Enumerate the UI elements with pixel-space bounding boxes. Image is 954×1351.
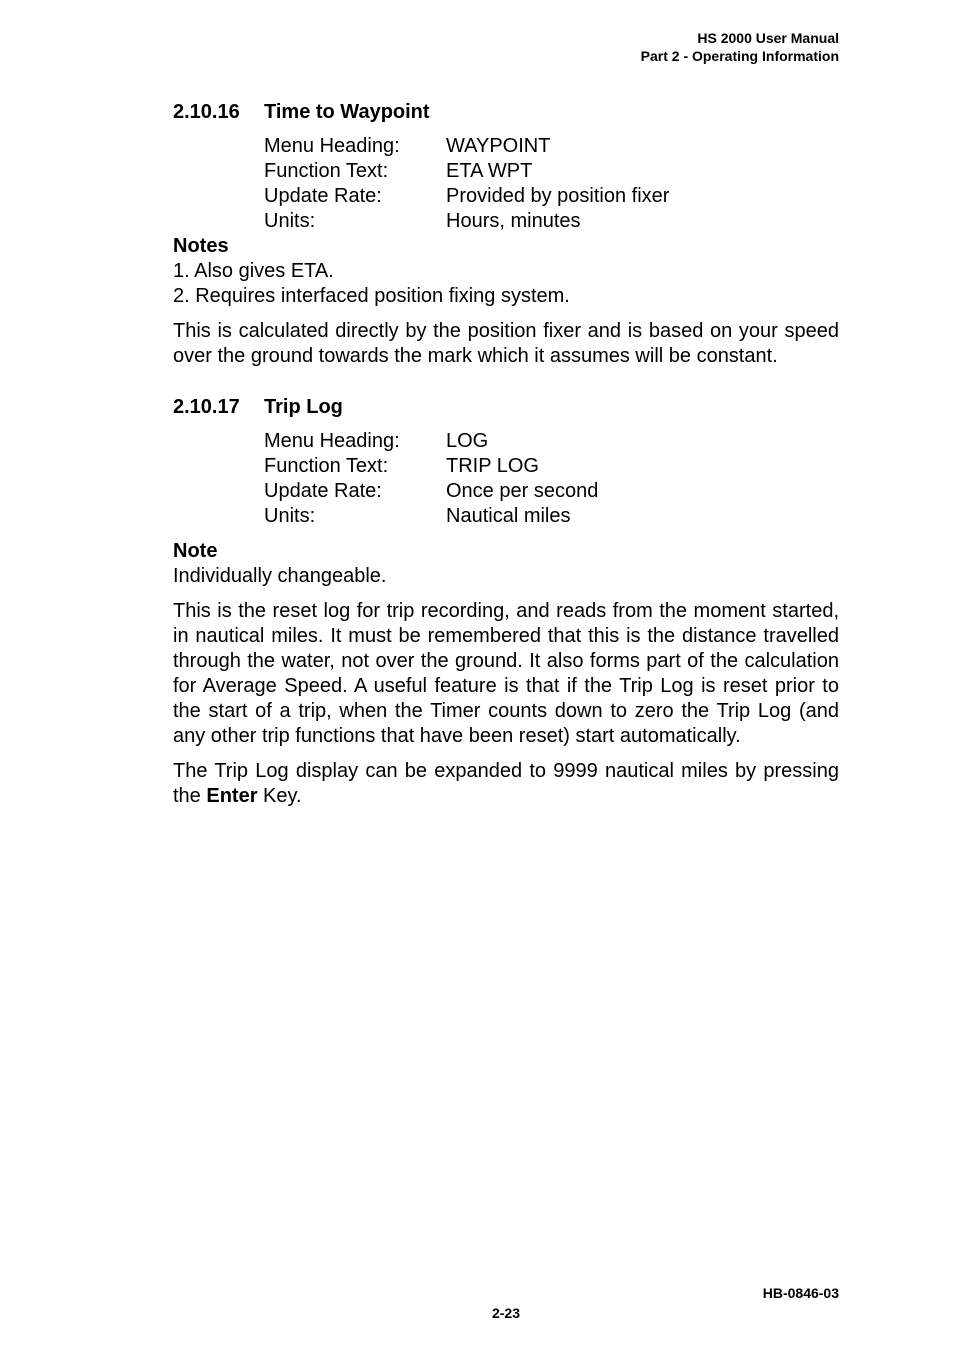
page-header <box>641 29 839 65</box>
section-number: 2.10.17 <box>173 396 240 418</box>
spec-value: Hours, minutes <box>446 210 581 232</box>
spec-row <box>264 479 598 504</box>
section-title: Time to Waypoint <box>264 101 430 123</box>
part-title: Part 2 - Operating Information <box>640 48 839 64</box>
spec-value: LOG <box>446 430 489 452</box>
note-heading: Note <box>173 540 218 562</box>
section-heading <box>173 98 839 126</box>
notes-heading: Notes <box>173 235 229 257</box>
spec-label: Function Text: <box>264 160 389 182</box>
note-item: 2. Requires interfaced position fixing system. <box>173 285 570 307</box>
spec-label: Update Rate: <box>264 480 382 502</box>
spec-value: WAYPOINT <box>446 135 551 157</box>
spec-table <box>264 429 598 529</box>
spec-label: Function Text: <box>264 455 389 477</box>
section-trip-log <box>173 393 839 809</box>
note-item: 1. Also gives ETA. <box>173 260 334 282</box>
spec-row <box>264 209 669 234</box>
spec-label: Menu Heading: <box>264 135 400 157</box>
spec-label: Units: <box>264 505 316 527</box>
spec-label: Menu Heading: <box>264 430 400 452</box>
section-heading <box>173 393 839 421</box>
spec-table <box>264 134 669 234</box>
spec-row <box>264 429 598 454</box>
section-time-to-waypoint <box>173 98 839 369</box>
spec-value: Once per second <box>446 480 599 502</box>
page-content <box>173 98 839 809</box>
spec-row <box>264 134 669 159</box>
body-paragraph-enter-key <box>173 759 839 809</box>
body-paragraph: This is the reset log for trip recording, and reads from the moment started, in nautical miles. It must be remembered that this is the distance travelled through the water, not over the ground. It also forms part of the calculation for Average Speed. A useful feature is that if the Trip Log is reset prior to the start of a trip, when the Timer counts down to zero the Trip Log (and any other trip functions that have been reset) start automatically. <box>173 600 839 747</box>
spec-row <box>264 454 598 479</box>
spec-row <box>264 504 598 529</box>
paragraph-text: The Trip Log display can be expanded to 9999 nautical miles by pressing the <box>173 760 839 807</box>
section-number: 2.10.16 <box>173 101 240 123</box>
body-paragraph: This is calculated directly by the position fixer and is based on your speed over the ground towards the mark which it assumes will be constant. <box>173 320 839 367</box>
spec-value: Provided by position fixer <box>446 185 670 207</box>
spec-value: Nautical miles <box>446 505 571 527</box>
section-title: Trip Log <box>264 396 343 418</box>
spec-label: Update Rate: <box>264 185 382 207</box>
spec-row <box>264 184 669 209</box>
paragraph-text: Key. <box>257 785 302 807</box>
spec-value: ETA WPT <box>446 160 533 182</box>
note-text: Individually changeable. <box>173 565 387 587</box>
page-number: 2-23 <box>491 1305 521 1321</box>
manual-title: HS 2000 User Manual <box>697 30 839 46</box>
enter-key-label: Enter <box>206 785 258 807</box>
document-code: HB-0846-03 <box>762 1285 839 1301</box>
spec-row <box>264 159 669 184</box>
spec-value: TRIP LOG <box>446 455 539 477</box>
spec-label: Units: <box>264 210 316 232</box>
